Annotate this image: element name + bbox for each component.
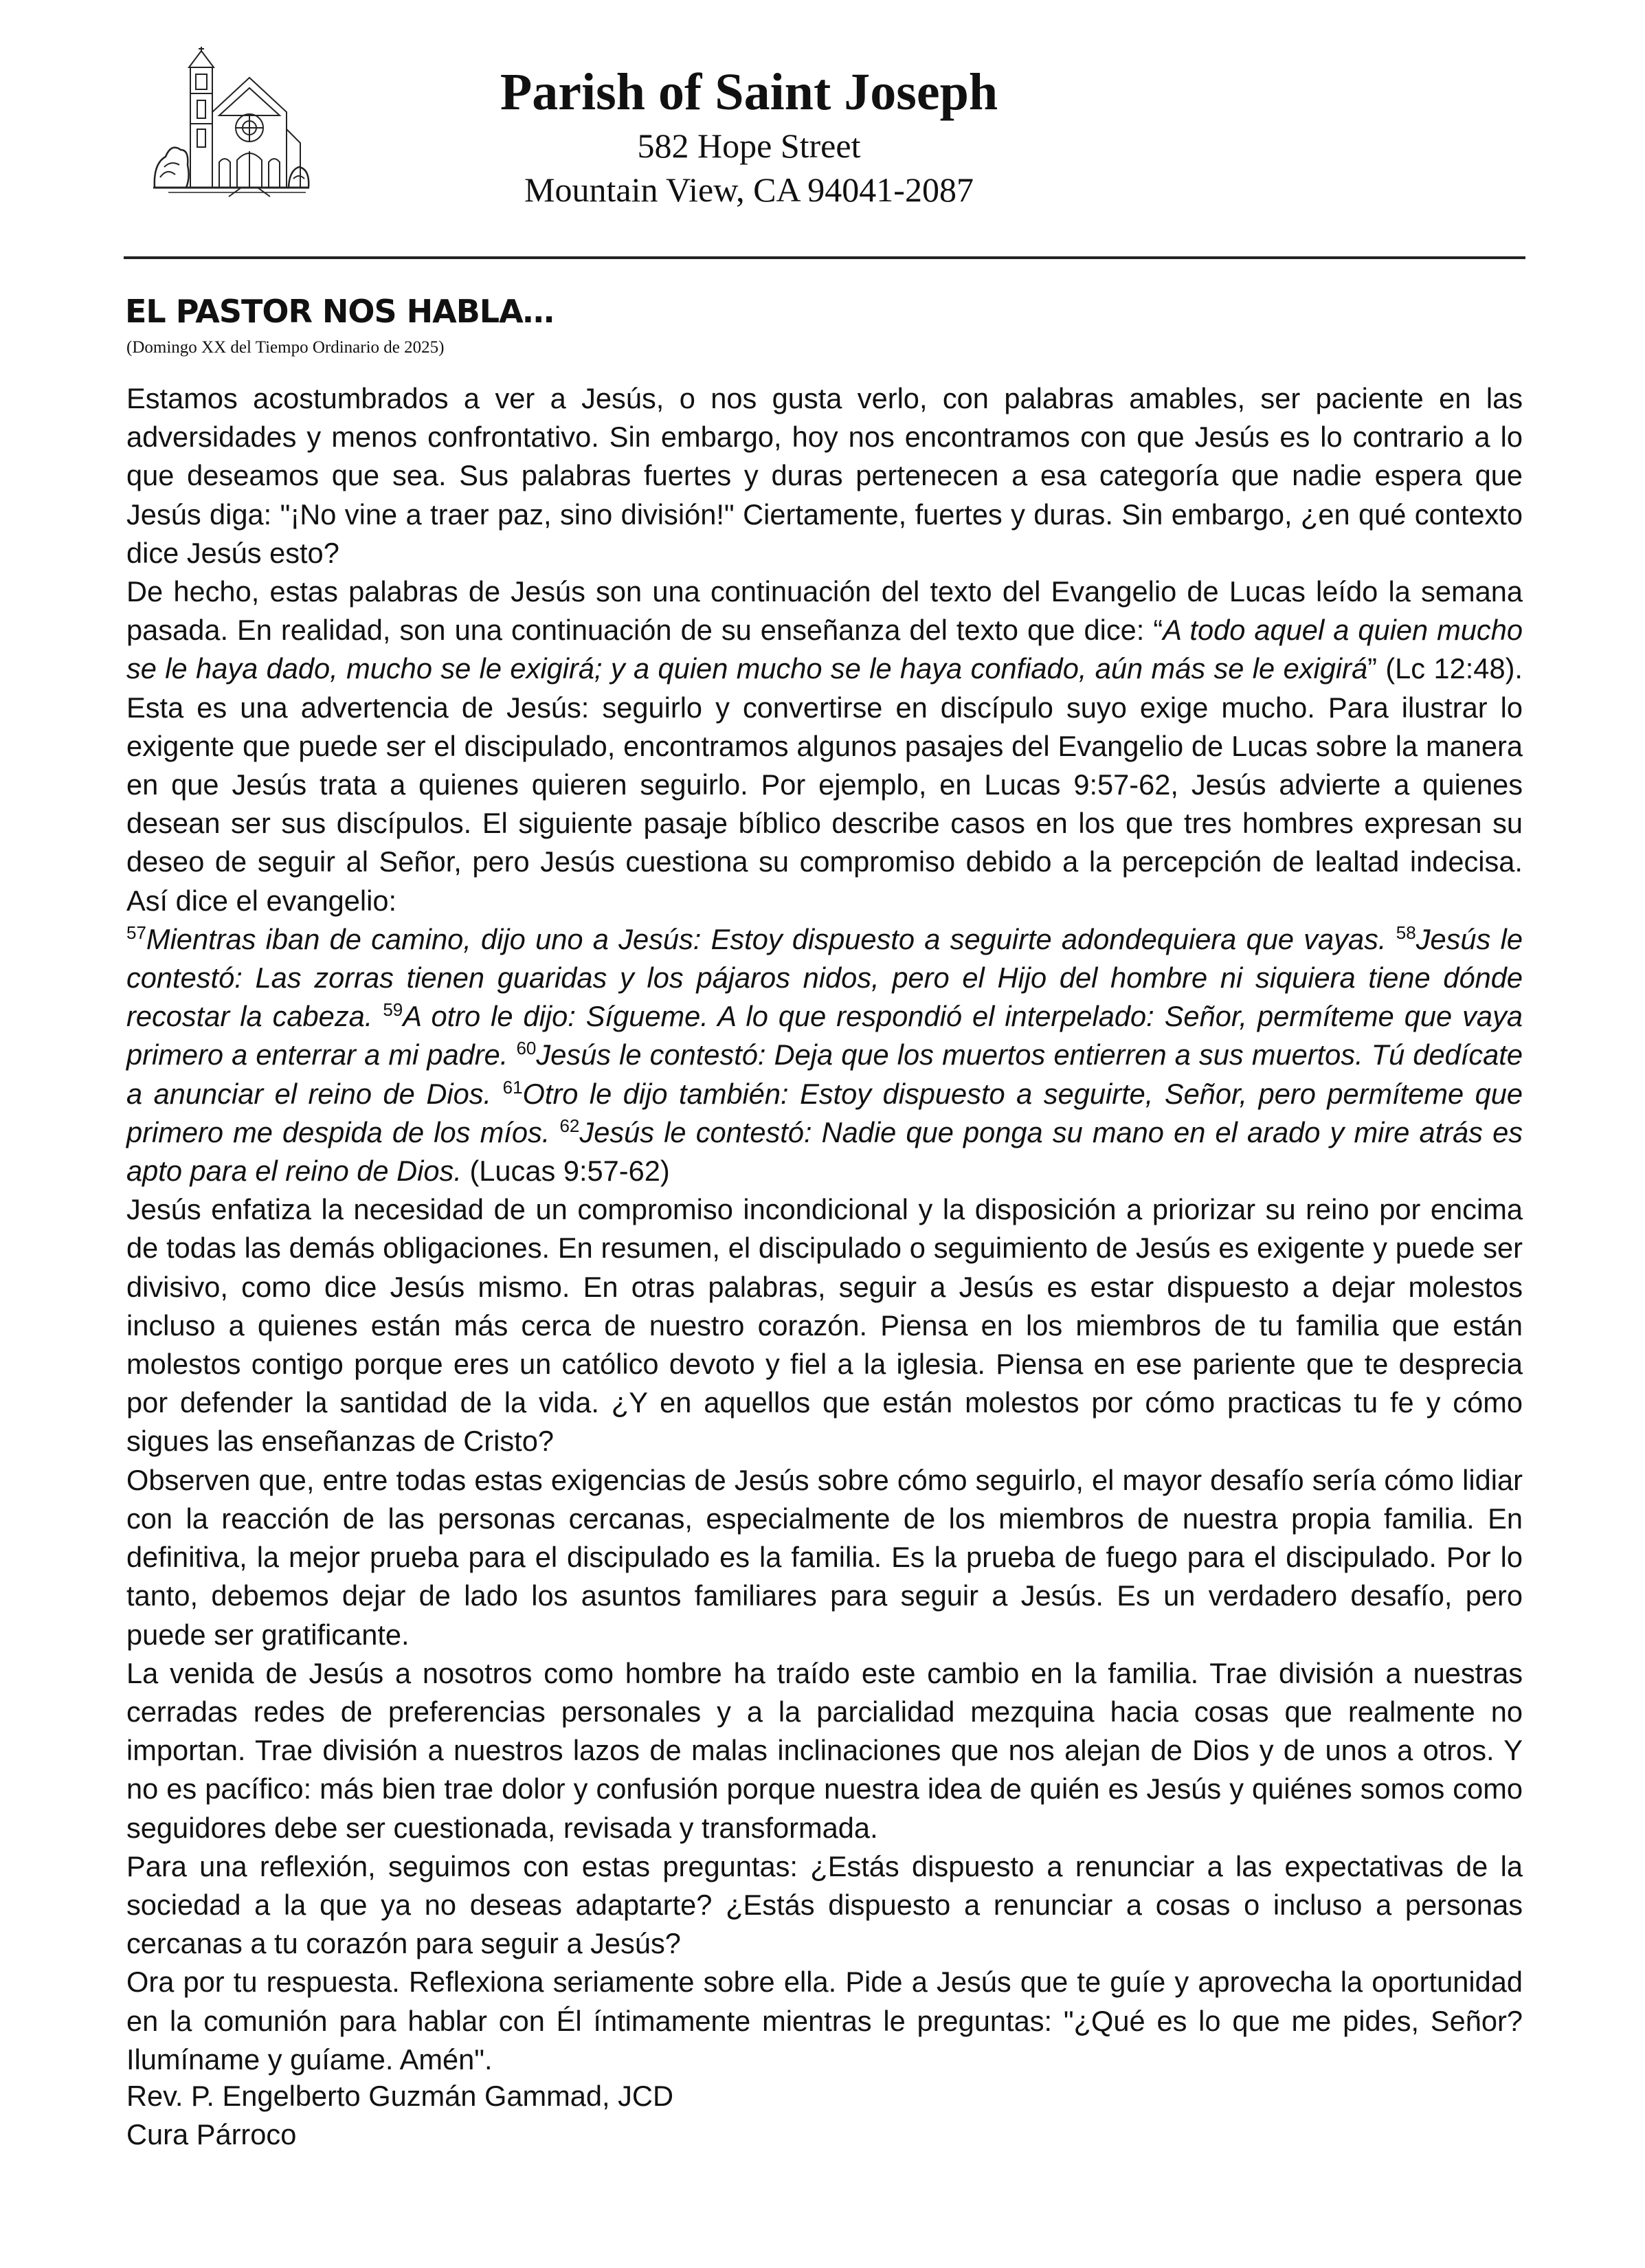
- church-icon: [148, 47, 313, 199]
- verse-text: A otro le dijo: Sígueme. A lo que respondió el interpelado: Señor, permíteme que vaya primero a enterrar a mi padre.: [126, 1000, 1523, 1071]
- scripture-reference: (Lucas 9:57-62): [469, 1155, 670, 1188]
- verse-number: 60: [516, 1038, 537, 1059]
- address-line-1: 582 Hope Street: [637, 126, 861, 165]
- article-heading: EL PASTOR NOS HABLA…: [125, 293, 554, 330]
- verse-text: Mientras iban de camino, dijo uno a Jesús: Estoy dispuesto a seguirte adondequiera que vayas.: [146, 922, 1387, 955]
- paragraph-1: Estamos acostumbrados a ver a Jesús, o nos gusta verlo, con palabras amables, ser paciente en las adversidades y menos confrontativo. Sin embargo, hoy nos encontramos con que Jesús es lo contrario a lo que deseamos que sea. Sus palabras fuertes y duras pertenecen a esa categoría que nadie espera que Jesús diga: "¡No vine a traer paz, sino división!" Ciertamente, fuertes y duras. Sin embargo, ¿en qué contexto dice Jesús esto?: [126, 382, 1523, 569]
- header-divider: [124, 256, 1525, 259]
- verse-text: Jesús le contestó: Nadie que ponga su mano en el arado y mire atrás es apto para el reino de Dios.: [126, 1115, 1523, 1188]
- verse-text: Jesús le contestó: Las zorras tienen guaridas y los pájaros nidos, pero el Hijo del hombre ni siquiera tiene dónde recostar la cabeza.: [126, 922, 1523, 1033]
- article-body: [126, 379, 1523, 2079]
- paragraph-5: La venida de Jesús a nosotros como hombre ha traído este cambio en la familia. Trae división a nuestras cerradas redes de preferencias personales y a la parcialidad mezquina hacia cosas que realmente no importan. Trae división a nuestros lazos de malas inclinaciones que nos alejan de Dios y de unos a otros. Y no es pacífico: más bien trae dolor y confusión porque nuestra idea de quién es Jesús y quiénes somos como seguidores debe ser cuestionada, revisada y transformada.: [126, 1656, 1523, 1844]
- paragraph-4: Observen que, entre todas estas exigencias de Jesús sobre cómo seguirlo, el mayor desafío sería cómo lidiar con la reacción de las personas cercanas, especialmente de los miembros de nuestra propia familia. En definitiva, la mejor prueba para el discipulado es la familia. Es la prueba de fuego para el discipulado. Por lo tanto, debemos dejar de lado los asuntos familiares para seguir a Jesús. Es un verdadero desafío, pero puede ser gratificante.: [126, 1463, 1523, 1651]
- paragraph-7: Ora por tu respuesta. Reflexiona seriamente sobre ella. Pide a Jesús que te guíe y aprovecha la oportunidad en la comunión para hablar con Él íntimamente mientras le preguntas: "¿Qué es lo que me pides, Señor? Ilumíname y guíame. Amén".: [126, 1966, 1523, 2076]
- luke-12-48-quote: A todo aquel a quien mucho se le haya dado, mucho se le exigirá; y a quien mucho se le haya confiado, aún más se le exigirá: [126, 614, 1523, 685]
- address-line-2: Mountain View, CA 94041-2087: [524, 170, 974, 209]
- verse-text: Otro le dijo también: Estoy dispuesto a seguirte, Señor, pero permíteme que primero me despida de los míos.: [126, 1077, 1523, 1148]
- signature-name: Rev. P. Engelberto Guzmán Gammad, JCD: [126, 2080, 674, 2112]
- verse-number: 62: [559, 1115, 580, 1136]
- parish-name: Parish of Saint Joseph: [500, 63, 998, 121]
- verse-number: 58: [1396, 922, 1416, 943]
- paragraph-2-rest: ” (Lc 12:48). Esta es una advertencia de Jesús: seguirlo y convertirse en discípulo suyo exige mucho. Para ilustrar lo exigente que puede ser el discipulado, encontramos algunos pasajes del Evangelio de Lucas sobre la manera en que Jesús trata a quienes quieren seguirlo. Por ejemplo, en Lucas 9:57-62, Jesús advierte a quienes desean ser sus discípulos. El siguiente pasaje bíblico describe casos en los que tres hombres expresan su deseo de seguir al Señor, pero Jesús cuestiona su compromiso debido a la percepción de lealtad indecisa. Así dice el evangelio:: [126, 652, 1523, 917]
- verse-text: Jesús le contestó: Deja que los muertos entierren a sus muertos. Tú dedícate a anunciar el reino de Dios.: [126, 1038, 1523, 1110]
- paragraph-3: Jesús enfatiza la necesidad de un compromiso incondicional y la disposición a priorizar su reino por encima de todas las demás obligaciones. En resumen, el discipulado o seguimiento de Jesús es exigente y puede ser divisivo, como dice Jesús mismo. En otras palabras, seguir a Jesús es estar dispuesto a dejar molestos incluso a quienes están más cerca de nuestro corazón. Piensa en los miembros de tu familia que están molestos contigo porque eres un católico devoto y fiel a la iglesia. Piensa en ese pariente que te desprecia por defender la santidad de la vida. ¿Y en aquellos que están molestos por cómo practicas tu fe y cómo sigues las enseñanzas de Cristo?: [126, 1193, 1523, 1458]
- verse-number: 57: [126, 922, 146, 943]
- signature-title: Cura Párroco: [126, 2118, 297, 2150]
- article-subheading: (Domingo XX del Tiempo Ordinario de 2025): [126, 338, 445, 357]
- scripture-passage: [126, 920, 1523, 1190]
- paragraph-6: Para una reflexión, seguimos con estas preguntas: ¿Estás dispuesto a renunciar a las expectativas de la sociedad a la que ya no deseas adaptarte? ¿Estás dispuesto a renunciar a cosas o incluso a personas cercanas a tu corazón para seguir a Jesús?: [126, 1849, 1523, 1960]
- parish-header: [385, 60, 1113, 212]
- paragraph-2-intro: De hecho, estas palabras de Jesús son una continuación del texto del Evangelio de Lucas leído la semana pasada. En realidad, son una continuación de su enseñanza del texto que dice: “: [126, 575, 1523, 647]
- signature-block: [126, 2077, 673, 2154]
- paragraph-2: [126, 572, 1523, 920]
- verse-number: 61: [502, 1076, 523, 1098]
- verse-number: 59: [383, 999, 403, 1021]
